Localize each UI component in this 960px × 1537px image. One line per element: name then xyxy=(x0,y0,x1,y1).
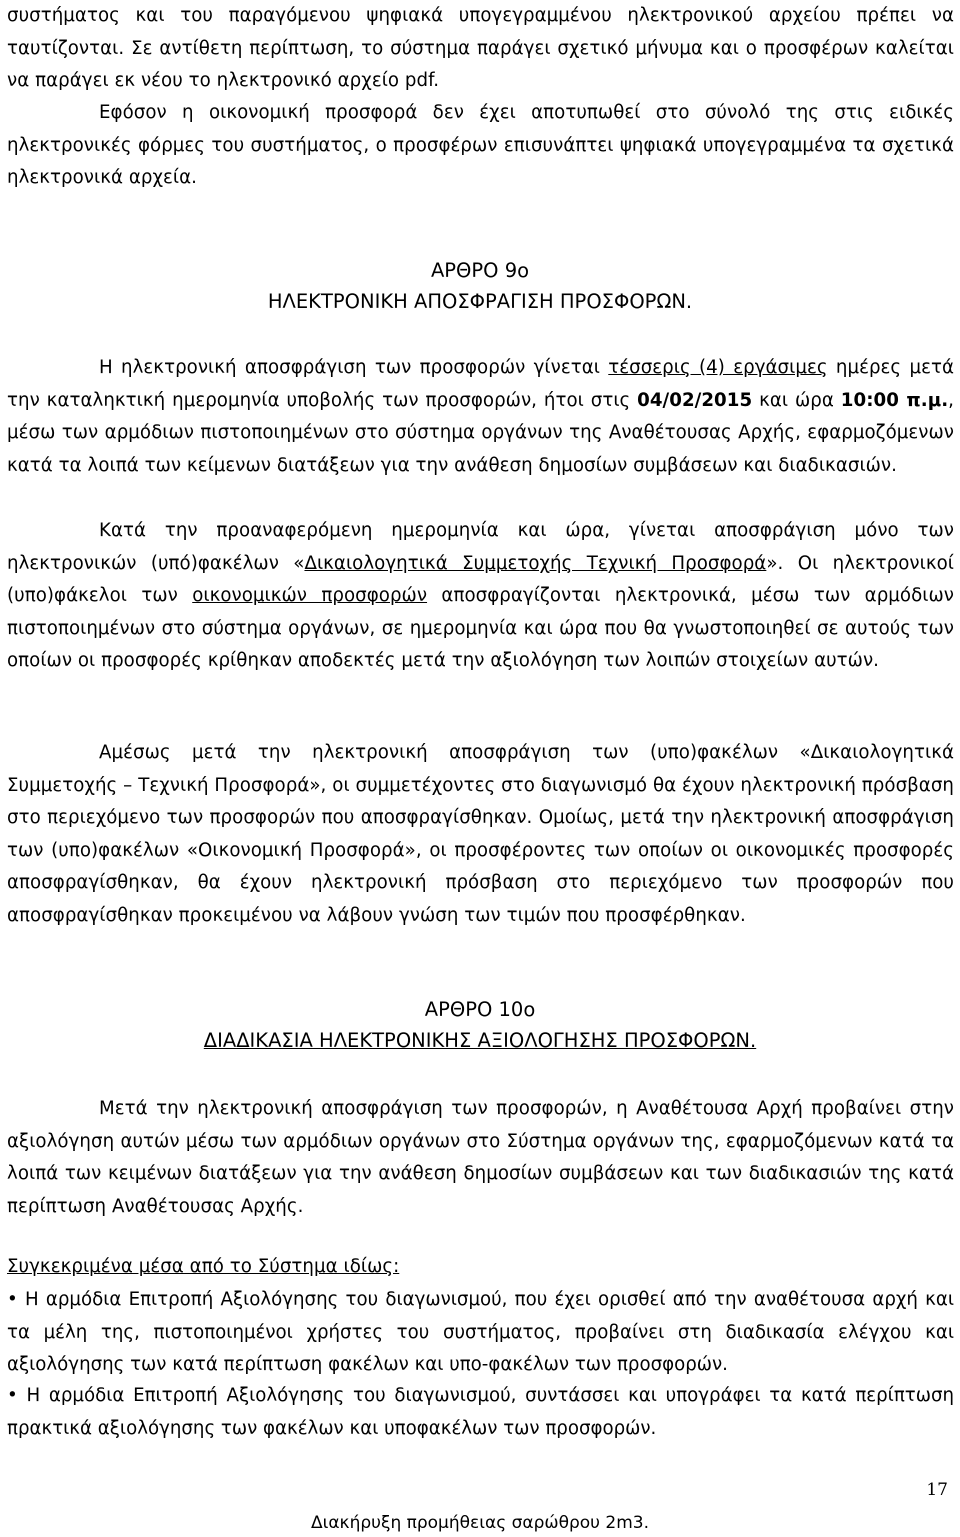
article-10-paragraph-1 xyxy=(7,1093,954,1223)
text-run: Συγκεκριμένα μέσα από το Σύστημα ιδίως: xyxy=(7,1256,400,1277)
bold-time: 10:00 π.μ. xyxy=(840,389,949,411)
article-9-title: ΗΛΕΚΤΡΟΝΙΚΗ ΑΠΟΣΦΡΑΓΙΣΗ ΠΡΟΣΦΟΡΩΝ. xyxy=(267,290,693,313)
text-run: Μετά την ηλεκτρονική αποσφράγιση των προσφορών, η Αναθέτουσα Αρχή προβαίνει στην αξιολόγηση αυτών μέσω των αρμόδιων οργάνων στο Σύστημα οργάνων της, εφαρμοζόμενων κατά τα λοιπά των κειμένων διατάξεων για την ανάθεση δημοσίων συμβάσεων και των διαδικασιών της κατά περίπτωση Αναθέτουσας Αρχής. xyxy=(7,1098,954,1217)
paragraph-intro xyxy=(7,0,954,98)
paragraph-economic-offer xyxy=(7,97,954,195)
list-item-bullet-1 xyxy=(7,1284,954,1382)
text-run: ημέρες μετά την καταληκτική ημερομηνία υποβολής των προσφορών, ήτοι στις xyxy=(7,357,954,411)
article-9-paragraph-1 xyxy=(7,352,954,482)
article-9-paragraph-3 xyxy=(7,737,954,933)
underlined-text: τέσσερις (4) εργάσιμες xyxy=(608,357,828,378)
paragraph-economic-offer-text: Εφόσον η οικονομική προσφορά δεν έχει αποτυπωθεί στο σύνολό της στις ειδικές ηλεκτρονικές φόρμες του συστήματος, ο προσφέρων επισυνάπτει ψηφιακά υπογεγραμμένα τα σχετικά ηλεκτρονικά αρχεία. xyxy=(7,102,954,189)
text-run: Αμέσως μετά την ηλεκτρονική αποσφράγιση των (υπο)φακέλων «Δικαιολογητικά Συμμετοχής – Τεχνική Προσφορά», οι συμμετέχοντες στο διαγωνισμό θα έχουν ηλεκτρονική πρόσβαση στο περιεχόμενο των προσφορών που αποσφραγίσθηκαν. Ομοίως, μετά την ηλεκτρονική αποσφράγιση των (υπο)φακέλων «Οικονομική Προσφορά», οι προσφέροντες των οποίων οι οικονομικές προσφορές αποσφραγίσθηκαν, θα έχουν ηλεκτρονική πρόσβαση στο περιεχόμενο των προσφορών που αποσφραγίσθηκαν προκειμένου να λάβουν γνώση των τιμών που προσφέρθηκαν. xyxy=(7,742,954,926)
text-run: Η ηλεκτρονική αποσφράγιση των προσφορών γίνεται xyxy=(99,357,609,378)
bold-date: 04/02/2015 xyxy=(637,389,753,411)
text-run: • Η αρμόδια Επιτροπή Αξιολόγησης του διαγωνισμού, συντάσσει και υπογράφει τα κατά περίπτωση πρακτικά αξιολόγησης των φακέλων και υποφακέλων των προσφορών. xyxy=(7,1385,954,1439)
text-run: ». Οι ηλεκτρονικοί (υπο)φάκελοι των xyxy=(7,552,954,607)
paragraph-intro-text: συστήματος και του παραγόμενου ψηφιακά υπογεγραμμένου ηλεκτρονικού αρχείου πρέπει να ταυτίζονται. Σε αντίθετη περίπτωση, το σύστημα παράγει σχετικό μήνυμα και ο προσφέρων καλείται να παράγει εκ νέου το ηλεκτρονικό αρχείο pdf. xyxy=(7,5,954,92)
article-10-title: ΔΙΑΔΙΚΑΣΙΑ ΗΛΕΚΤΡΟΝΙΚΗΣ ΑΞΙΟΛΟΓΗΣΗΣ ΠΡΟΣΦΟΡΩΝ. xyxy=(203,1029,757,1052)
footer-text: Διακήρυξη προμήθειας σαρώθρου 2m3. xyxy=(310,1513,650,1533)
underlined-text: Δικαιολογητικά Συμμετοχής Τεχνική Προσφορά xyxy=(304,552,767,574)
text-run: Κατά την προαναφερόμενη ημερομηνία και ώρα, γίνεται αποσφράγιση μόνο των ηλεκτρονικών (υπό)φακέλων « xyxy=(7,520,954,574)
text-run: και ώρα xyxy=(752,389,841,411)
article-9-number: ΑΡΘΡΟ 9ο xyxy=(430,259,530,282)
list-item-bullet-2 xyxy=(7,1380,954,1445)
text-run: αποσφραγίζονται ηλεκτρονικά, μέσω των αρμόδιων πιστοποιημένων στο σύστημα οργάνων, σε ημερομηνία και ώρα που θα γνωστοποιηθεί σε αυτούς των οποίων οι προσφορές κρίθηκαν αποδεκτές μετά την αξιολόγηση των λοιπών στοιχείων αυτών. xyxy=(7,585,954,672)
text-run: • Η αρμόδια Επιτροπή Αξιολόγησης του διαγωνισμού, που έχει ορισθεί από την αναθέτουσα αρχή και τα μέλη της, πιστοποιημένοι χρήστες του συστήματος, προβαίνει στη διαδικασία ελέγχου και αξιολόγησης των κατά περίπτωση φακέλων και υπο-φακέλων των προσφορών. xyxy=(7,1289,954,1376)
text-run: , μέσω των αρμόδιων πιστοποιημένων στο σύστημα οργάνων της Αναθέτουσας Αρχής, εφαρμοζόμενων κατά τα λοιπά των κείμενων διατάξεων για την ανάθεση δημοσίων συμβάσεων και διαδικασιών. xyxy=(7,389,954,476)
underlined-text: οικονομικών προσφορών xyxy=(192,585,428,607)
page-number: 17 xyxy=(926,1480,948,1500)
article-10-paragraph-2 xyxy=(7,1251,954,1284)
article-10-number: ΑΡΘΡΟ 10ο xyxy=(424,998,536,1021)
article-9-paragraph-2 xyxy=(7,515,954,678)
